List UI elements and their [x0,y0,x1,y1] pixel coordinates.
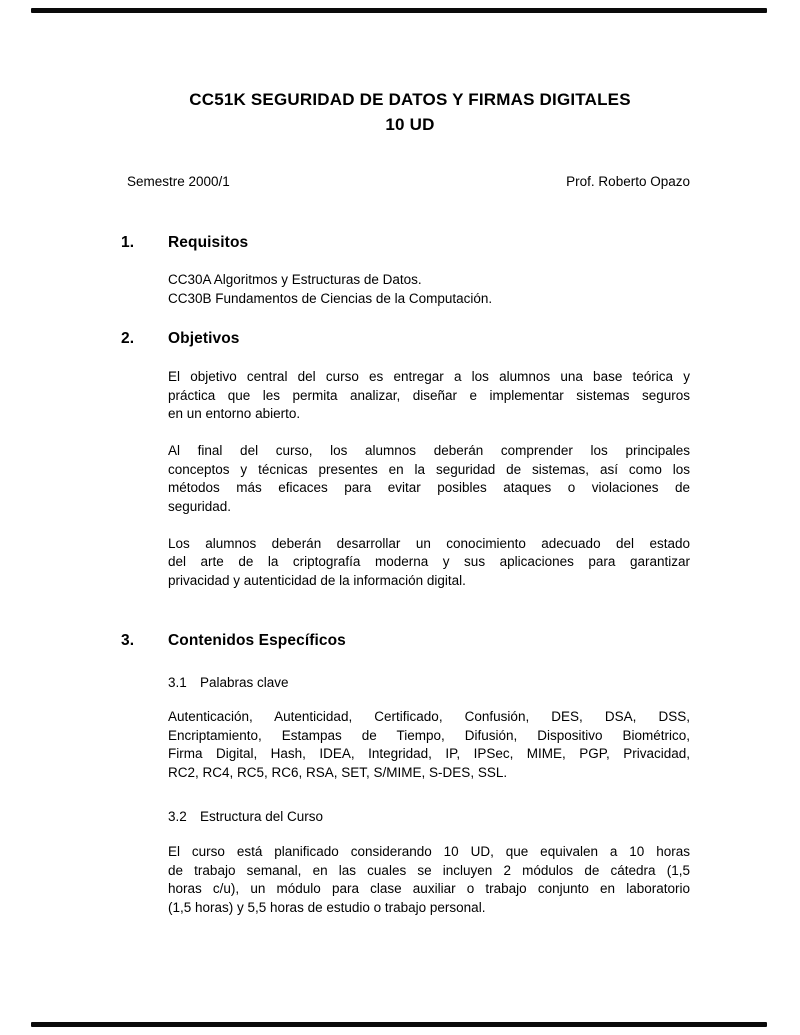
section-heading-objetivos [121,330,240,348]
text-line: métodos más eficaces para evitar posibles ataques o violaciones de [168,480,690,495]
subsection-heading-palabras-clave [168,675,289,690]
text-line: CC30A Algoritmos y Estructuras de Datos. [168,272,422,287]
text-line: del arte de la criptografía moderna y sus aplicaciones para garantizar [168,554,690,569]
text-line: horas c/u), un módulo para clase auxiliar o trabajo conjunto en laboratorio [168,881,690,896]
text-line: RC2, RC4, RC5, RC6, RSA, SET, S/MIME, S-DES, SSL. [168,764,508,780]
text-line: en un entorno abierto. [168,406,301,421]
text-line: práctica que les permita analizar, diseñar e implementar sistemas seguros [168,387,690,403]
objetivos-paragraph-3 [168,535,690,591]
subsection-heading-estructura [168,809,323,824]
subsection-number: 3.2 [168,809,187,824]
subsection-title: Estructura del Curso [200,809,324,824]
section-number: 2. [121,330,135,347]
section-heading-contenidos [121,632,346,650]
text-line: (1,5 horas) y 5,5 horas de estudio o trabajo personal. [168,899,486,915]
estructura-paragraph [168,843,690,917]
title-line-2: 10 UD [385,115,435,134]
document-title [110,87,710,137]
text-line: El objetivo central del curso es entregar a los alumnos una base teórica y [168,369,690,384]
section-heading-requisitos [121,234,248,252]
title-line-1: CC51K SEGURIDAD DE DATOS Y FIRMAS DIGITALES [189,90,631,109]
objetivos-paragraph-1 [168,368,690,424]
section-title: Objetivos [168,330,240,347]
semester-label: Semestre 2000/1 [127,174,230,189]
section-number: 3. [121,632,135,649]
keywords-paragraph [168,708,690,782]
text-line: CC30B Fundamentos de Ciencias de la Computación. [168,290,493,306]
text-line: Firma Digital, Hash, IDEA, Integridad, IP, IPSec, MIME, PGP, Privacidad, [168,746,690,761]
text-line: Encriptamiento, Estampas de Tiempo, Difusión, Dispositivo Biométrico, [168,727,690,743]
objetivos-paragraph-2 [168,442,690,516]
text-line: de trabajo semanal, en las cuales se incluyen 2 módulos de cátedra (1,5 [168,862,690,878]
text-line: Autenticación, Autenticidad, Certificado, Confusión, DES, DSA, DSS, [168,709,690,724]
requisitos-course-list [168,271,690,308]
section-number: 1. [121,234,135,251]
text-line: seguridad. [168,498,232,514]
text-line: El curso está planificado considerando 10 UD, que equivalen a 10 horas [168,844,690,859]
text-line: Los alumnos deberán desarrollar un conocimiento adecuado del estado [168,535,690,551]
text-line: conceptos y técnicas presentes en la seguridad de sistemas, así como los [168,461,690,477]
text-line: Al final del curso, los alumnos deberán comprender los principales [168,443,690,458]
scan-artifact-bottom-bar [31,1022,767,1027]
objetivos-paragraphs [168,368,690,590]
subsection-number: 3.1 [168,675,187,690]
subsection-title: Palabras clave [200,675,289,690]
scan-artifact-top-bar [31,8,767,13]
professor-label: Prof. Roberto Opazo [566,174,690,189]
text-line: privacidad y autenticidad de la información digital. [168,572,466,588]
section-title: Contenidos Específicos [168,632,346,649]
byline-row [127,174,690,189]
section-title: Requisitos [168,234,249,251]
